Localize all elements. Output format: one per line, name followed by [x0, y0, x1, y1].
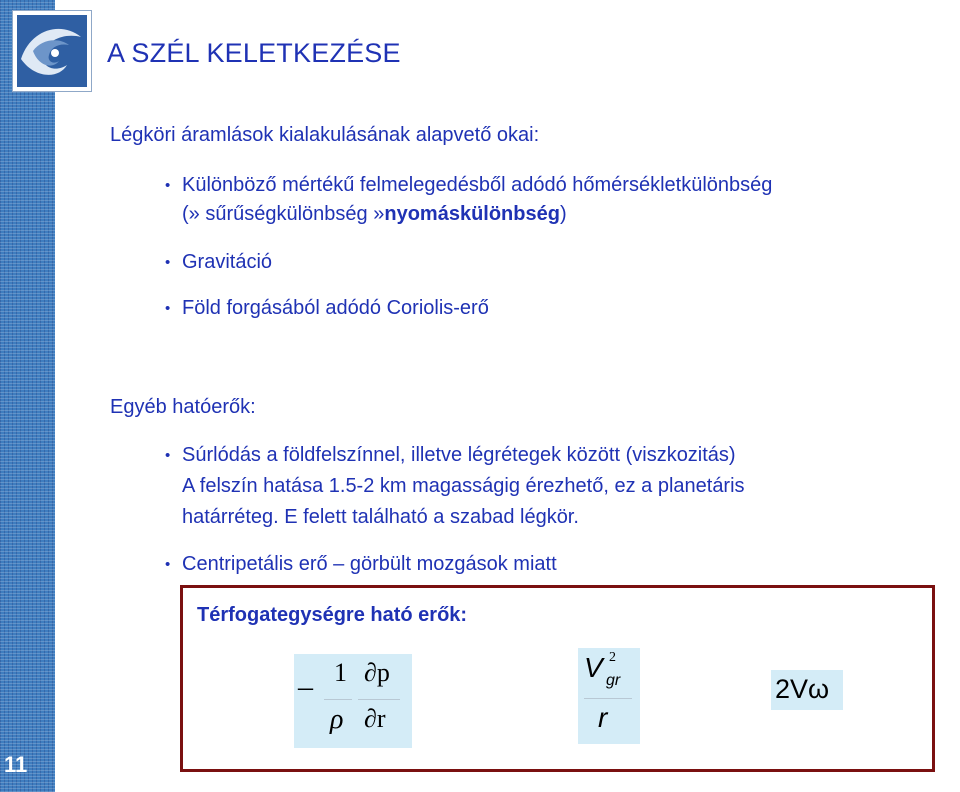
list-item [165, 549, 745, 580]
numerator-one: 1 [334, 658, 347, 687]
forces-box [180, 585, 935, 772]
coriolis-expression: 2Vω [775, 674, 830, 704]
bullet-text-bold: nyomáskülönbség [384, 203, 560, 225]
bullet-text: • Különböző mértékű felmelegedésből adódó hőmérsékletkülönbség [182, 174, 773, 196]
bullet-text: A felszín hatása 1.5-2 km magasságig érezhető, ez a planetáris [182, 475, 745, 497]
bullet-text: Centripetális erő – görbült mozgások miatt [182, 553, 557, 575]
bullet-text: Föld forgásából adódó Coriolis-erő [182, 297, 489, 319]
institution-logo [12, 10, 92, 92]
exponent-two: 2 [609, 650, 616, 665]
box-title: Térfogategységre ható erők: [197, 604, 468, 626]
bullet-text: • Súrlódás a földfelszínnel, illetve légrétegek között (viszkozitás) [182, 444, 736, 466]
velocity-v: V [584, 652, 603, 683]
minus-sign: – [298, 670, 313, 703]
page-number: 11 [4, 752, 28, 777]
list-item [165, 440, 745, 533]
section-heading-other-forces: Egyéb hatóerők: [110, 396, 256, 418]
bullet-text: Gravitáció [182, 251, 273, 273]
radius-r: r [598, 702, 608, 733]
fraction-line [324, 699, 352, 700]
pressure-gradient-formula [294, 654, 412, 748]
decorative-side-strip [0, 0, 55, 792]
list-item [165, 294, 772, 323]
bullet-text: határréteg. E felett található a szabad légkör. [182, 506, 579, 528]
slide-title: A SZÉL KELETKEZÉSE [107, 38, 401, 68]
numerator-partial-p: ∂p [364, 658, 390, 687]
subscript-gr: gr [606, 672, 621, 689]
bullet-text-part: (» sűrűségkülönbség » [182, 203, 385, 225]
fraction-line [584, 698, 632, 699]
logo-swirl-icon [13, 11, 91, 91]
centripetal-formula [578, 648, 640, 744]
denominator-partial-r: ∂r [364, 704, 386, 733]
causes-list [165, 171, 772, 323]
denominator-rho: ρ [330, 704, 344, 735]
section-heading-causes: Légköri áramlások kialakulásának alapvető okai: [110, 124, 540, 146]
other-forces-list [165, 440, 745, 580]
list-item [165, 248, 772, 277]
bullet-text [182, 200, 772, 229]
bullet-text-part: ) [559, 203, 567, 225]
list-item [165, 171, 772, 229]
coriolis-formula [771, 670, 843, 710]
fraction-line [358, 699, 400, 700]
